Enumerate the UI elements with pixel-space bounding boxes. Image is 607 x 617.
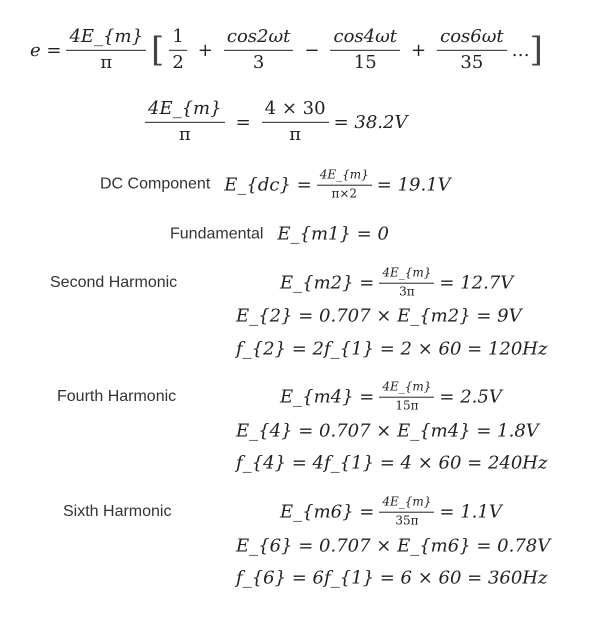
operator: − [304, 39, 320, 61]
fundamental [170, 224, 389, 245]
open-bracket: [ [151, 30, 165, 70]
fraction [379, 267, 434, 300]
fraction [379, 381, 434, 414]
result: = 2.5V [439, 386, 502, 408]
denominator: 3π [399, 284, 415, 299]
denominator: π [178, 123, 191, 145]
fraction [379, 496, 434, 529]
fraction [145, 99, 225, 145]
result: = 12.7V [439, 272, 514, 294]
fourier-series-equation [30, 27, 543, 73]
result: = 19.1V [376, 174, 451, 196]
numerator: cos4ωt [330, 27, 400, 51]
harmonic-peak-equation [280, 496, 502, 529]
harmonic-label: Sixth Harmonic [63, 503, 172, 520]
numerator: 4 × 30 [262, 99, 329, 123]
numerator: 4E_{m} [379, 381, 434, 398]
operator: + [197, 39, 213, 61]
harmonic-frequency-equation: f_{4} = 4f_{1} = 4 × 60 = 240Hz [236, 452, 548, 474]
denominator: 35 [460, 51, 484, 73]
eq-lhs: E_{m2} = [280, 272, 375, 294]
fundamental-label: Fundamental [170, 225, 264, 242]
numerator: 4E_{m} [379, 267, 434, 284]
result: = 1.1V [439, 501, 502, 523]
operator: + [411, 39, 427, 61]
ellipsis: … [511, 39, 530, 61]
harmonic-rms-equation: E_{2} = 0.707 × E_{m2} = 9V [236, 305, 522, 327]
eq-lhs: E_{m6} = [280, 501, 375, 523]
denominator: 15 [353, 51, 377, 73]
denominator: 2 [172, 51, 184, 73]
dc-label: DC Component [100, 176, 211, 193]
denominator: 15π [395, 398, 419, 413]
dc-component [100, 169, 451, 202]
peak-calculation [140, 99, 407, 145]
harmonic-label: Second Harmonic [50, 274, 178, 291]
harmonic-label: Fourth Harmonic [57, 388, 177, 405]
fraction [437, 27, 507, 73]
fraction [66, 27, 146, 73]
eq-lhs: E_{dc} = [224, 174, 312, 196]
operator: = [235, 111, 251, 133]
numerator: cos2ωt [224, 27, 294, 51]
eq-lhs: e = [30, 39, 62, 61]
dc-equation [224, 169, 450, 202]
numerator: 4E_{m} [145, 99, 225, 123]
numerator: 4E_{m} [379, 496, 434, 513]
harmonic-frequency-equation: f_{6} = 6f_{1} = 6 × 60 = 360Hz [236, 567, 548, 589]
fraction [224, 27, 294, 73]
fraction [317, 169, 372, 202]
numerator: cos6ωt [437, 27, 507, 51]
harmonic-rms-equation: E_{6} = 0.707 × E_{m6} = 0.78V [236, 535, 551, 557]
result: = 38.2V [333, 111, 408, 133]
denominator: π [100, 51, 113, 73]
numerator: 4E_{m} [317, 169, 372, 186]
harmonic-rms-equation: E_{4} = 0.707 × E_{m4} = 1.8V [236, 420, 539, 442]
numerator: 4E_{m} [66, 27, 146, 51]
close-bracket: ] [529, 30, 543, 70]
fraction [262, 99, 329, 145]
denominator: π [289, 123, 302, 145]
fundamental-equation: E_{m1} = 0 [277, 223, 389, 245]
denominator: π×2 [331, 186, 358, 201]
harmonic-frequency-equation: f_{2} = 2f_{1} = 2 × 60 = 120Hz [236, 338, 548, 360]
denominator: 35π [395, 513, 419, 528]
harmonic-peak-equation [280, 381, 502, 414]
harmonic-peak-equation [280, 267, 513, 300]
eq-lhs: E_{m4} = [280, 386, 375, 408]
numerator: 1 [169, 27, 186, 51]
denominator: 3 [252, 51, 265, 73]
fraction [330, 27, 400, 73]
fraction [169, 27, 186, 73]
